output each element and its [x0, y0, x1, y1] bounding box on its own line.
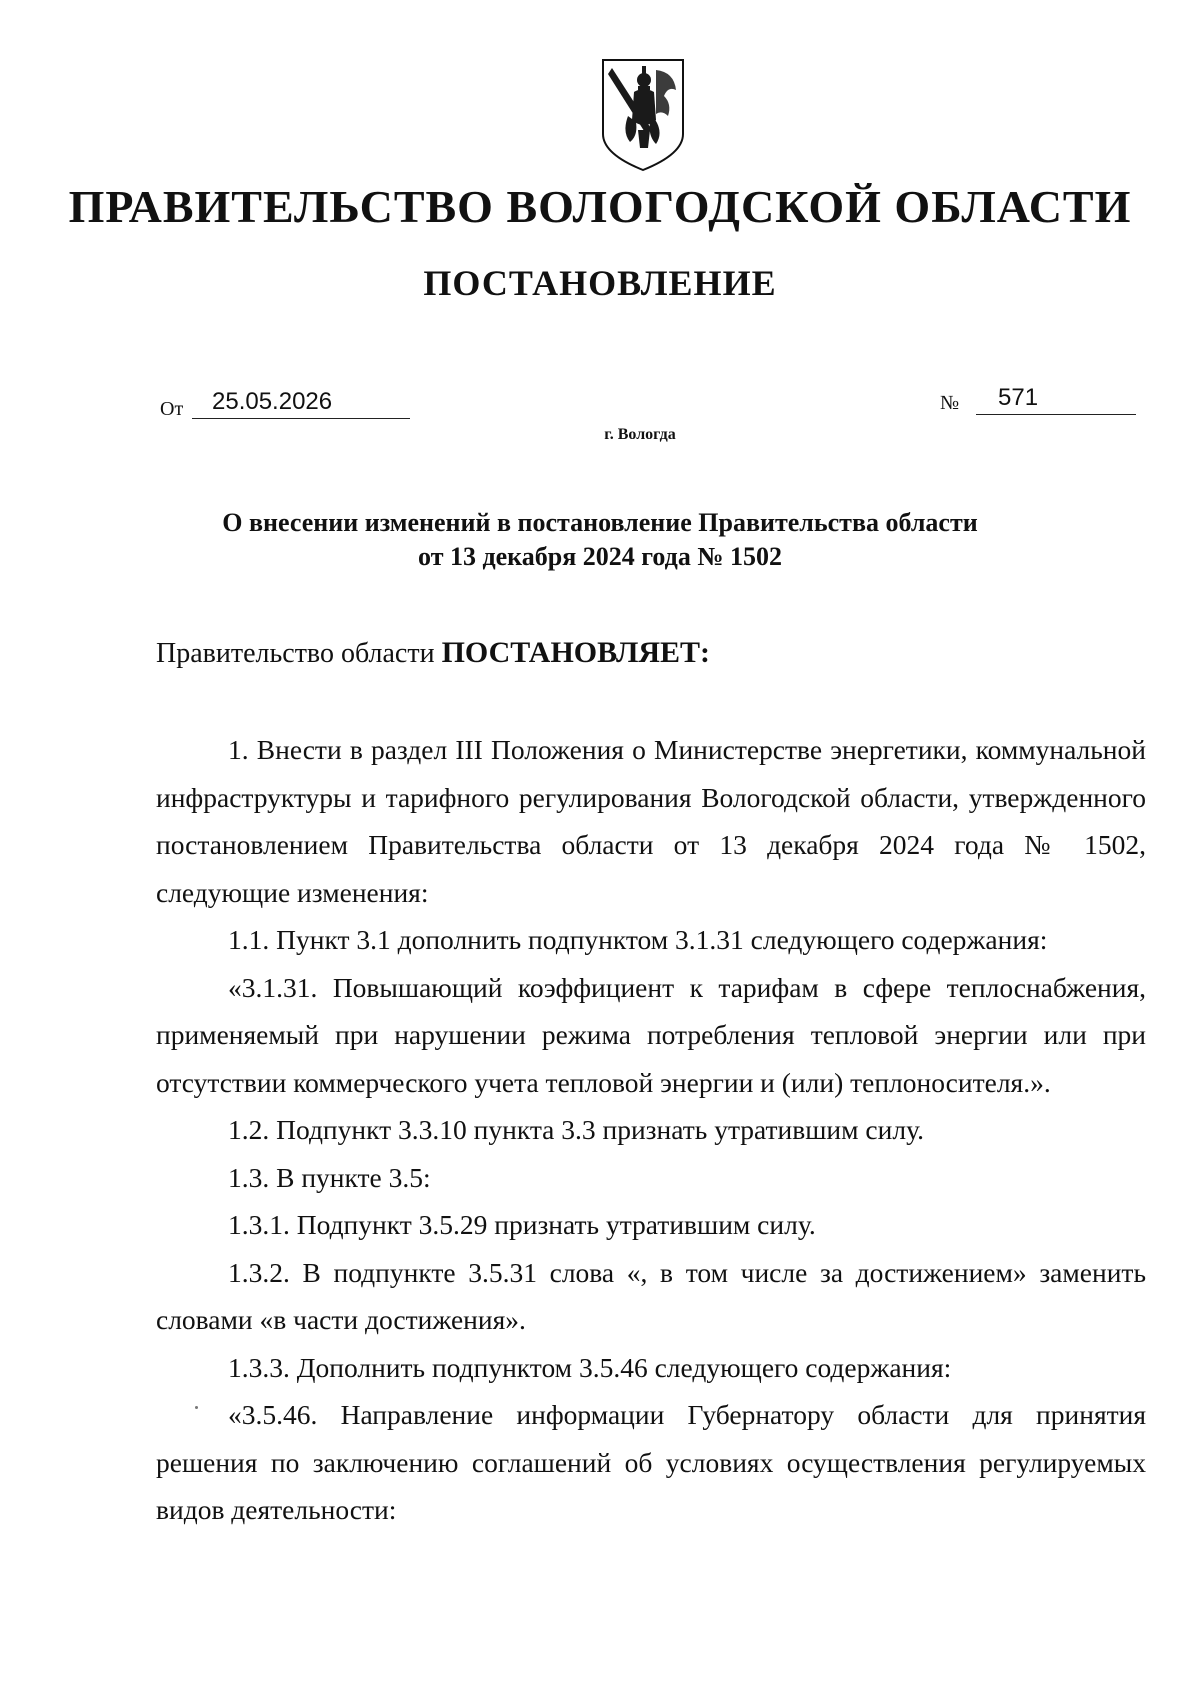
date-underline — [192, 418, 410, 419]
decree-keyword: ПОСТАНОВЛЯЕТ: — [441, 636, 711, 669]
decree-statement — [156, 636, 710, 670]
document-type: ПОСТАНОВЛЕНИЕ — [423, 263, 777, 303]
paragraph: 1.3.1. Подпункт 3.5.29 признать утратившим силу. — [228, 1209, 816, 1240]
document-number: 571 — [998, 384, 1039, 411]
number-prefix: № — [940, 392, 960, 414]
city: г. Вологда — [604, 426, 676, 443]
subject-line-1: О внесении изменений в постановление Правительства области — [222, 508, 978, 537]
scan-speck — [195, 1406, 198, 1409]
document-subject — [160, 506, 1040, 574]
government-title: ПРАВИТЕЛЬСТВО ВОЛОГОДСКОЙ ОБЛАСТИ — [68, 181, 1132, 232]
document-date: 25.05.2026 — [212, 388, 333, 415]
number-underline — [976, 414, 1136, 415]
document-body — [156, 726, 1146, 1534]
decree-prefix: Правительство области — [156, 638, 435, 669]
date-prefix: От — [160, 398, 184, 420]
paragraph: 1. Внести в раздел III Положения о Министерстве энергетики, коммунальной инфраструктуры и тарифного регулирования Вологодской области, утвержденного постановлением Правительства области от 13 декабря 2024 года № 1502, следующие изменения: — [156, 734, 1146, 908]
paragraph: 1.1. Пункт 3.1 дополнить подпунктом 3.1.31 следующего содержания: — [228, 924, 1048, 955]
paragraph: 1.3. В пункте 3.5: — [228, 1161, 431, 1193]
paragraph: 1.3.2. В подпункте 3.5.31 слова «, в том числе за достижением» заменить словами «в части достижения». — [156, 1256, 1146, 1335]
paragraph: «3.1.31. Повышающий коэффициент к тарифам в сфере теплоснабжения, применяемый при нарушении режима потребления тепловой энергии или при отсутствии коммерческого учета тепловой энергии и (или) теплоносителя.». — [156, 971, 1146, 1098]
paragraph: 1.2. Подпункт 3.3.10 пункта 3.3 признать утратившим силу. — [228, 1114, 924, 1145]
coat-of-arms-icon — [598, 56, 688, 172]
subject-line-2: от 13 декабря 2024 года № 1502 — [418, 542, 782, 571]
paragraph: 1.3.3. Дополнить подпунктом 3.5.46 следующего содержания: — [228, 1351, 952, 1383]
paragraph: «3.5.46. Направление информации Губернатору области для принятия решения по заключению соглашений об условиях осуществления регулируемых видов деятельности: — [156, 1399, 1146, 1525]
